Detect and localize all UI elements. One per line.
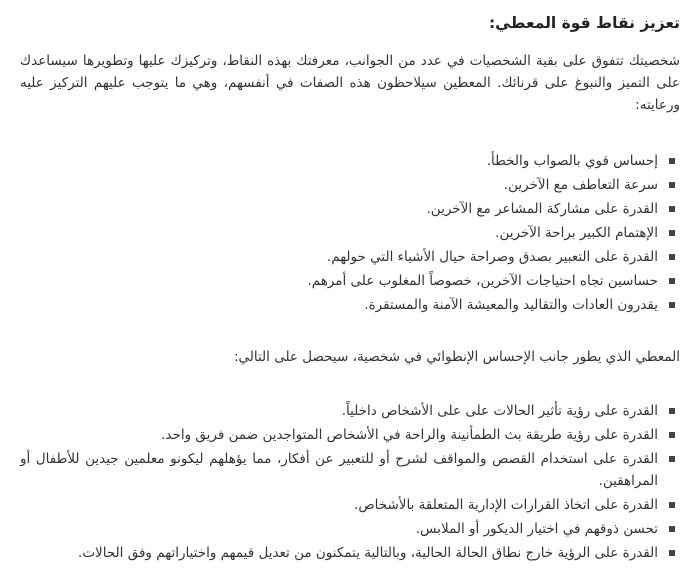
square-bullet-icon <box>669 278 675 284</box>
square-bullet-icon <box>669 456 675 462</box>
square-bullet-icon <box>669 182 675 188</box>
section-heading: تعزيز نقاط قوة المعطي: <box>488 14 680 32</box>
list-item <box>20 400 658 422</box>
list-item <box>20 150 658 172</box>
list-item-text: القدرة على الرؤية خارج نطاق الحالة الحالية، وبالتالية يتمكنون من تعديل قيمهم واختياراتهم وفق الحالات. <box>78 545 658 561</box>
list-item-text: سرعة التعاطف مع الآخرين. <box>503 177 658 193</box>
square-bullet-icon <box>669 526 675 532</box>
list-item-text: حساسين تجاه احتياجات الآخرين، خصوصاً المغلوب على أمرهم. <box>307 273 658 289</box>
square-bullet-icon <box>669 502 675 508</box>
list-item <box>20 222 658 244</box>
list-item <box>20 174 658 196</box>
list-item <box>20 494 658 516</box>
square-bullet-icon <box>669 158 675 164</box>
list-item-text: تحسن ذوقهم في اختيار الديكور أو الملابس. <box>415 521 658 537</box>
square-bullet-icon <box>669 302 675 308</box>
list-item-text: الإهتمام الكبير براحة الآخرين. <box>495 225 658 241</box>
list-item <box>20 542 658 564</box>
square-bullet-icon <box>669 408 675 414</box>
list-item <box>20 294 658 316</box>
list-item-text: القدرة على استخدام القصص والمواقف لشرح أو للتعبير عن أفكار، مما يؤهلهم ليكونو معلمين جيدين للأطفال أو المراهقين. <box>20 451 658 489</box>
list-item <box>20 424 658 446</box>
list-item-text: يقدرون العادات والتقاليد والمعيشة الآمنة والمستقرة. <box>364 297 658 313</box>
square-bullet-icon <box>669 206 675 212</box>
list-item-text: القدرة على مشاركة المشاعر مع الآخرين. <box>426 201 658 217</box>
strengths-list <box>20 150 680 316</box>
list-item <box>20 448 658 492</box>
square-bullet-icon <box>669 432 675 438</box>
list-item-text: القدرة على اتخاذ القرارات الإدارية المتعلقة بالأشخاص. <box>354 497 658 513</box>
list-item <box>20 198 658 220</box>
list-item-text: إحساس قوي بالصواب والخطأ. <box>486 153 658 169</box>
list-item-text: القدرة على رؤية تأثير الحالات على على الأشخاص داخلياً. <box>341 403 658 419</box>
square-bullet-icon <box>669 230 675 236</box>
intro-paragraph: شخصيتك تتفوق على بقية الشخصيات في عدد من الجوانب، معرفتك بهذه النقاط، وتركيزك عليها وتطويرها سيساعدك على التميز والنبوغ على قرنائك. المعطين سيلاحظون هذه الصفات في أنفسهم، وهي ما يتوجب عليهم التركيز عليه ورعايته: <box>20 53 680 113</box>
list-item <box>20 270 658 292</box>
list-item-text: القدرة على التعبير بصدق وصراحة حيال الأشياء التي حولهم. <box>326 249 658 265</box>
list-item-text: القدرة على رؤية طريقة بث الطمأنينة والراحة في الأشخاص المتواجدين ضمن فريق واحد. <box>161 427 658 443</box>
list-item <box>20 246 658 268</box>
introverted-sensing-list <box>20 400 680 564</box>
list-item <box>20 518 658 540</box>
square-bullet-icon <box>669 254 675 260</box>
square-bullet-icon <box>669 550 675 556</box>
section2-paragraph: المعطي الذي يطور جانب الإحساس الإنطوائي في شخصية، سيحصل على التالي: <box>233 349 680 365</box>
